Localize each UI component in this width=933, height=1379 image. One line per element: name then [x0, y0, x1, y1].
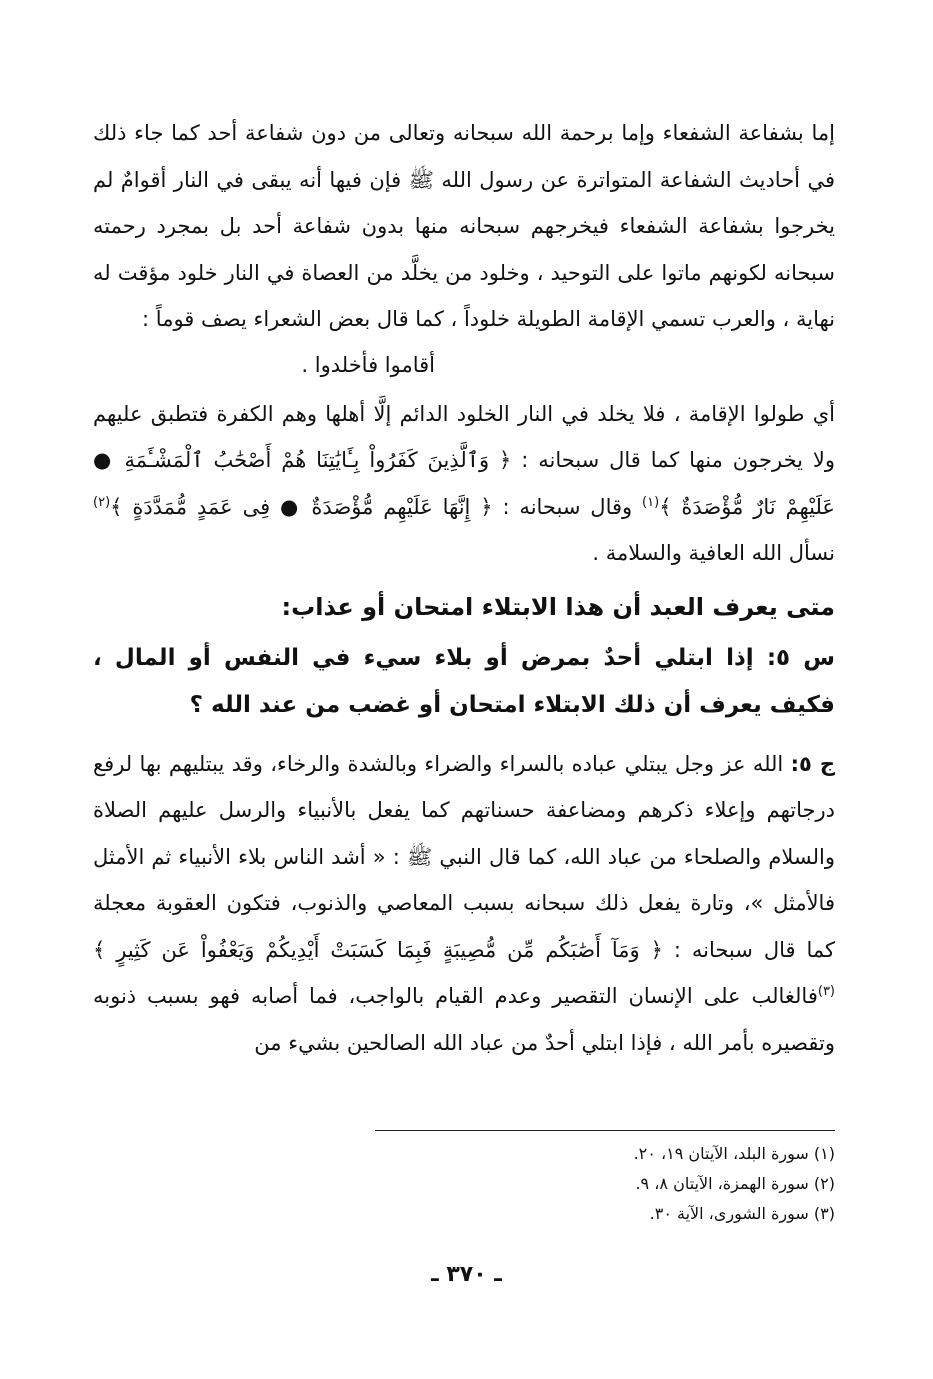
footnote-3: (٣) سورة الشورى، الآية ٣٠. [649, 1204, 835, 1223]
footnote-marker: (٣) [817, 984, 835, 999]
footnote-marker: (١) [642, 494, 660, 510]
quran-verse: ﴿ وَٱلَّذِينَ كَفَرُواْ بِـَٔايَٰتِنَا هُمْ أَصْحَٰبُ ٱلْمَشْـَٔمَةِ ● عَلَيْهِمْ نَارٌ مُّؤْصَدَةٌ ﴾ [93, 448, 835, 519]
question-5: س ٥: إذا ابتلي أحدٌ بمرض أو بلاء سيء في النفس أو المال ، فكيف يعرف أن ذلك الابتلاء امتحان أو غضب من عند الله ؟ [93, 644, 835, 718]
answer-5 [93, 741, 835, 1067]
poetry-verse: أقاموا فأخلدوا . [301, 352, 435, 377]
answer-label: ج ٥: [790, 751, 835, 776]
paragraph-intercession: إما بشفاعة الشفعاء وإما برحمة الله سبحانه وتعالى من دون شفاعة أحد كما جاء ذلك في أحاديث الشفاعة المتواترة عن رسول الله ﷺ فإن فيها أنه يبقى في النار أقوامٌ لم يخرجوا بشفاعة الشفعاء فيخرجهم سبحانه منها بدون شفاعة أحد بل بمجرد رحمته سبحانه لكونهم ماتوا على التوحيد ، وخلود من يخلَّد من العصاة في النار خلود مؤقت له نهاية ، والعرب تسمي الإقامة الطويلة خلوداً ، كما قال بعض الشعراء يصف قوماً : [93, 121, 835, 331]
section-heading: متى يعرف العبد أن هذا الابتلاء امتحان أو عذاب: [281, 592, 835, 621]
paragraph-text: أي طولوا الإقامة ، فلا يخلد في النار الخلود الدائم إلَّا أهلها وهم الكفرة فتطبق عليهم ولا يخرجون منها كما قال سبحانه : [93, 401, 835, 472]
paragraph-eternity [93, 391, 835, 577]
footnote-1: (١) سورة البلد، الآيتان ١٩، ٢٠. [633, 1144, 835, 1163]
page-number: ـ ٣٧٠ ـ [431, 1262, 502, 1287]
answer-text: الله عز وجل يبتلي عباده بالسراء والضراء وبالشدة والرخاء، وقد يبتليهم بها لرفع درجاتهم وإعلاء ذكرهم ومضاعفة حسناتهم كما يفعل بالأنبياء والرسل عليهم الصلاة والسلام والصلحاء من عباد الله، كما قال النبي ﷺ : « أشد الناس بلاء الأنبياء ثم الأمثل فالأمثل »، وتارة يفعل ذلك سبحانه بسبب المعاصي والذنوب، فتكون العقوبة معجلة كما قال سبحانه : [93, 751, 835, 962]
page-body [93, 110, 835, 1066]
paragraph-text: نسأل الله العافية والسلامة . [592, 541, 835, 565]
quran-verse: ﴿ إِنَّهَا عَلَيْهِم مُّؤْصَدَةٌ ● فِى عَمَدٍ مُّمَدَّدَةٍ ﴾ [110, 494, 493, 519]
answer-text: فالغالب على الإنسان التقصير وعدم القيام بالواجب، فما أصابه فهو بسبب ذنوبه وتقصيره بأمر الله ، فإذا ابتلي أحدٌ من عباد الله الصالحين بشيء من [93, 984, 835, 1055]
quran-verse: ﴿ وَمَآ أَصَٰبَكُم مِّن مُّصِيبَةٍ فَبِمَا كَسَبَتْ أَيْدِيكُمْ وَيَعْفُواْ عَن كَثِيرٍ ﴾ [93, 937, 663, 962]
paragraph-text: وقال سبحانه : [502, 494, 633, 519]
footnotes [375, 1130, 835, 1229]
footnote-2: (٢) سورة الهمزة، الآيتان ٨، ٩. [635, 1174, 835, 1193]
footnote-marker: (٢) [93, 494, 111, 510]
